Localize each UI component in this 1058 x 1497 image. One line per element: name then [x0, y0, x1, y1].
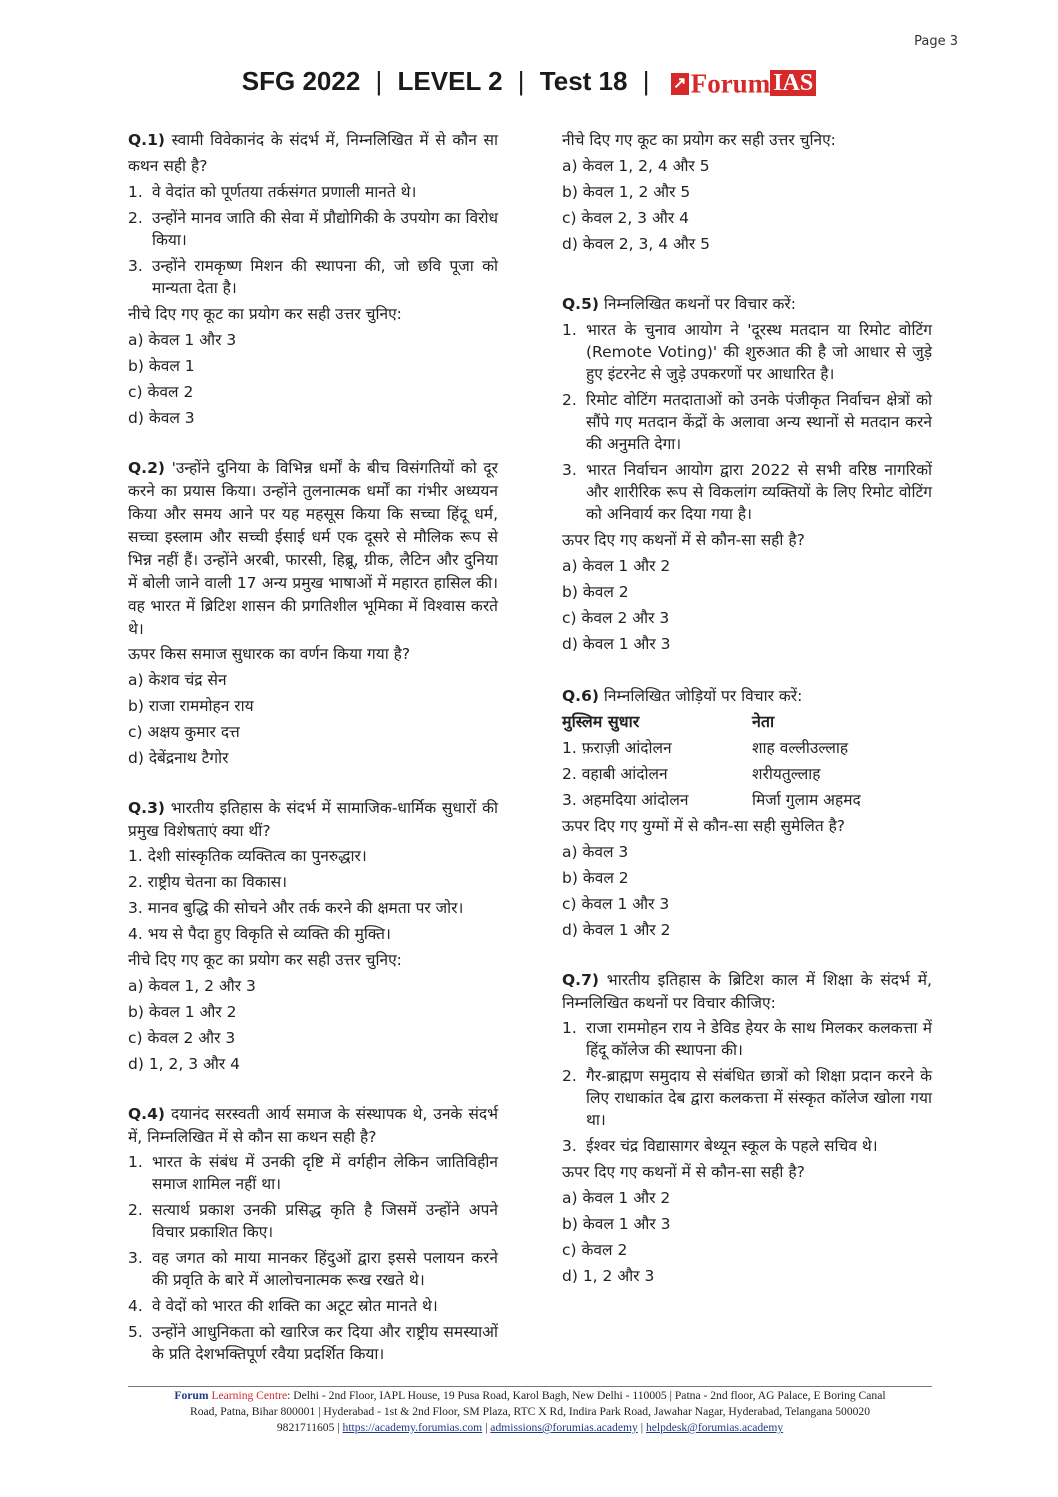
question-text: स्वामी विवेकानंद के संदर्भ में, निम्नलिखित में से कौन सा कथन सही है? — [128, 131, 498, 175]
page-number: Page 3 — [914, 34, 958, 49]
answer-prompt: नीचे दिए गए कूट का प्रयोग कर सही उत्तर चुनिए: — [128, 305, 402, 323]
question-1 — [128, 127, 498, 431]
option-d[interactable]: d) देबेंद्रनाथ टैगोर — [128, 749, 229, 767]
arrow-icon: ↗ — [671, 73, 689, 95]
page-header — [0, 66, 1058, 106]
answer-prompt: ऊपर दिए गए कथनों में से कौन-सा सही है? — [562, 531, 805, 549]
question-number: Q.2) — [128, 459, 165, 477]
statement: 2. सत्यार्थ प्रकाश उनकी प्रसिद्ध कृति है जिसमें उन्होंने अपने विचार प्रकाशित किए। — [128, 1201, 498, 1241]
question-4-continued — [562, 127, 932, 257]
option-d[interactable]: d) 1, 2, 3 और 4 — [128, 1055, 241, 1073]
page-footer: Forum Learning Centre: Delhi - 2nd Floor, IAPL House, 19 Pusa Road, Karol Bagh, New Delhi - 110005 | Patna - 2nd floor, AG Palace, E Boring Canal Road, Patna, Bihar 800001 | Hyderabad - 1st & 2nd Floor, SM Plaza, RTC X Rd, Indira Park Road, Jawahar Nagar, Hyderabad, Telangana 500020 9821711605 | https://academy.forumias.com | admissions@forumias.academy | helpdesk@forumias.academy — [128, 1388, 932, 1436]
statement: 2. उन्होंने मानव जाति की सेवा में प्रौद्योगिकी के उपयोग का विरोध किया। — [128, 209, 498, 249]
pair-table-header — [562, 709, 932, 735]
footer-phone: 9821711605 — [276, 1421, 335, 1434]
question-4 — [128, 1103, 498, 1367]
statement: 3. वह जगत को माया मानकर हिंदुओं द्वारा इससे पलायन करने की प्रवृति के बारे में आलोचनात्मक रूख रखते थे। — [128, 1249, 498, 1289]
question-number: Q.5) — [562, 295, 599, 313]
answer-prompt: ऊपर दिए गए कथनों में से कौन-सा सही है? — [562, 1163, 805, 1181]
statement: 3. भारत निर्वाचन आयोग द्वारा 2022 से सभी वरिष्ठ नागरिकों और शारीरिक रूप से विकलांग व्यक्तियों के लिए रिमोट वोटिंग को अनिवार्य कर दिया गया है। — [562, 461, 932, 523]
option-d[interactable]: d) केवल 1 और 3 — [562, 635, 671, 653]
statement: 5. उन्होंने आधुनिकता को खारिज कर दिया और राष्ट्रीय समस्याओं के प्रति देशभक्तिपूर्ण रवैया प्रदर्शित किया। — [128, 1323, 498, 1363]
question-3 — [128, 797, 498, 1077]
footer-brand-sub: Learning Centre — [211, 1389, 288, 1402]
answer-prompt: ऊपर दिए गए युग्मों में से कौन-सा सही सुमेलित है? — [562, 817, 846, 835]
statement: 3. ईश्वर चंद्र विद्यासागर बेथ्यून स्कूल के पहले सचिव थे। — [562, 1137, 878, 1155]
option-b[interactable]: b) केवल 2 — [562, 583, 629, 601]
answer-prompt: नीचे दिए गए कूट का प्रयोग कर सही उत्तर चुनिए: — [128, 951, 402, 969]
question-text: भारतीय इतिहास के संदर्भ में सामाजिक-धार्मिक सुधारों की प्रमुख विशेषताएं क्या थीं? — [128, 799, 498, 840]
statement: 2. राष्ट्रीय चेतना का विकास। — [128, 873, 288, 891]
logo-text-forum: Forum — [690, 68, 771, 99]
option-c[interactable]: c) अक्षय कुमार दत्त — [128, 723, 240, 741]
footer-address: Delhi - 2nd Floor, IAPL House, 19 Pusa Road, Karol Bagh, New Delhi - 110005 | Patna - 2nd floor, AG Palace, E Boring Canal — [293, 1389, 886, 1402]
question-text: निम्नलिखित कथनों पर विचार करें: — [603, 295, 796, 313]
statement: 3. उन्होंने रामकृष्ण मिशन की स्थापना की, जो छवि पूजा को मान्यता देता है। — [128, 257, 498, 297]
statement: 4. वे वेदों को भारत की शक्ति का अटूट स्रोत मानते थे। — [128, 1297, 438, 1315]
header-title-level: LEVEL 2 — [397, 66, 503, 96]
option-c[interactable]: c) केवल 2 और 3 — [128, 1029, 236, 1047]
option-c[interactable]: c) केवल 1 और 3 — [562, 895, 670, 913]
question-number: Q.7) — [562, 971, 599, 989]
forumias-logo — [671, 67, 817, 100]
option-a[interactable]: a) केवल 1 और 2 — [562, 1189, 671, 1207]
question-number: Q.3) — [128, 799, 165, 817]
left-column — [128, 127, 498, 1367]
answer-prompt: नीचे दिए गए कूट का प्रयोग कर सही उत्तर चुनिए: — [562, 131, 836, 149]
statement: 3. मानव बुद्धि की सोचने और तर्क करने की क्षमता पर जोर। — [128, 899, 464, 917]
option-d[interactable]: d) केवल 1 और 2 — [562, 921, 671, 939]
option-a[interactable]: a) केवल 1 और 2 — [562, 557, 671, 575]
question-text: 'उन्होंने दुनिया के विभिन्न धर्मों के बीच विसंगतियों को दूर करने का प्रयास किया। उन्होंने तुलनात्मक धर्मों का गंभीर अध्ययन किया और समय आने पर यह महसूस किया कि सच्चा हिंदू धर्म, सच्चा इस्लाम और सच्ची ईसाई धर्म एक दूसरे से मौलिक रूप से भिन्न नहीं हैं। उन्होंने अरबी, फारसी, हिब्रू, ग्रीक, लैटिन और दुनिया में बोली जाने वाली 17 अन्य प्रमुख भाषाओं में महारत हासिल की। वह भारत में ब्रिटिश शासन की प्रगतिशील भूमिका में विश्वास करते थे। — [128, 459, 498, 638]
logo-text-ias: IAS — [770, 70, 816, 96]
header-separator: | — [375, 66, 383, 96]
question-number: Q.6) — [562, 687, 599, 705]
option-d[interactable]: d) केवल 3 — [128, 409, 195, 427]
question-text: दयानंद सरस्वती आर्य समाज के संस्थापक थे, उनके संदर्भ में, निम्नलिखित में से कौन सा कथन सही है? — [128, 1105, 498, 1146]
option-a[interactable]: a) केवल 1 और 3 — [128, 331, 237, 349]
option-a[interactable]: a) केवल 1, 2, 4 और 5 — [562, 157, 710, 175]
question-number: Q.1) — [128, 131, 165, 149]
footer-brand: Forum — [174, 1389, 209, 1402]
question-2 — [128, 457, 498, 771]
footer-link-admissions[interactable]: admissions@forumias.academy — [490, 1421, 638, 1434]
option-c[interactable]: c) केवल 2 और 3 — [562, 609, 670, 627]
option-b[interactable]: b) केवल 2 — [562, 869, 629, 887]
option-a[interactable]: a) केवल 3 — [562, 843, 629, 861]
option-b[interactable]: b) केवल 1, 2 और 5 — [562, 183, 691, 201]
question-text: निम्नलिखित जोड़ियों पर विचार करें: — [603, 687, 803, 705]
footer-divider — [128, 1386, 932, 1387]
statement: 1. देशी सांस्कृतिक व्यक्तित्व का पुनरुद्धार। — [128, 847, 367, 865]
right-column — [562, 127, 932, 1289]
statement: 4. भय से पैदा हुए विकृति से व्यक्ति की मुक्ति। — [128, 925, 391, 943]
footer-address-continued: Road, Patna, Bihar 800001 | Hyderabad - 1st & 2nd Floor, SM Plaza, RTC X Rd, Indira Park Road, Jawahar Nagar, Hyderabad, Telangana 500020 — [189, 1405, 871, 1418]
column-header-reform: मुस्लिम सुधार — [562, 712, 640, 731]
header-separator: | — [642, 66, 650, 96]
footer-link-helpdesk[interactable]: helpdesk@forumias.academy — [645, 1421, 784, 1434]
column-header-leader: नेता — [752, 712, 775, 731]
option-b[interactable]: b) केवल 1 और 2 — [128, 1003, 237, 1021]
statement: 1. भारत के संबंध में उनकी दृष्टि में वर्गहीन लेकिन जातिविहीन समाज शामिल नहीं था। — [128, 1153, 498, 1193]
option-b[interactable]: b) केवल 1 और 3 — [562, 1215, 671, 1233]
question-6 — [562, 683, 932, 943]
option-b[interactable]: b) केवल 1 — [128, 357, 195, 375]
pair-row: 1. फ़राज़ी आंदोलन शाह वल्लीउल्लाह — [562, 739, 849, 757]
option-c[interactable]: c) केवल 2 — [128, 383, 194, 401]
question-7 — [562, 969, 932, 1289]
question-5 — [562, 291, 932, 657]
footer-link-academy[interactable]: https://academy.forumias.com — [342, 1421, 483, 1434]
pair-row: 2. वहाबी आंदोलन शरीयतुल्लाह — [562, 765, 821, 783]
option-a[interactable]: a) केवल 1, 2 और 3 — [128, 977, 256, 995]
option-d[interactable]: d) 1, 2 और 3 — [562, 1267, 655, 1285]
option-c[interactable]: c) केवल 2 — [562, 1241, 628, 1259]
option-b[interactable]: b) राजा राममोहन राय — [128, 697, 254, 715]
statement: 2. गैर-ब्राह्मण समुदाय से संबंधित छात्रों को शिक्षा प्रदान करने के लिए राधाकांत देब द्वारा कलकत्ता में संस्कृत कॉलेज खोला गया था। — [562, 1067, 932, 1129]
header-separator: | — [517, 66, 525, 96]
statement: 1. राजा राममोहन राय ने डेविड हेयर के साथ मिलकर कलकत्ता में हिंदू कॉलेज की स्थापना की। — [562, 1019, 932, 1059]
statement: 1. वे वेदांत को पूर्णतया तर्कसंगत प्रणाली मानते थे। — [128, 183, 417, 201]
option-c[interactable]: c) केवल 2, 3 और 4 — [562, 209, 689, 227]
question-number: Q.4) — [128, 1105, 165, 1123]
header-title-sfg: SFG 2022 — [241, 66, 361, 96]
question-text: भारतीय इतिहास के ब्रिटिश काल में शिक्षा के संदर्भ में, निम्नलिखित कथनों पर विचार कीजिए: — [562, 971, 932, 1012]
statement: 1. भारत के चुनाव आयोग ने 'दूरस्थ मतदान या रिमोट वोटिंग (Remote Voting)' की शुरुआत की है जो आधार से जुड़े हुए इंटरनेट से जुड़े उपकरणों पर आधारित है। — [562, 321, 932, 383]
statement: 2. रिमोट वोटिंग मतदाताओं को उनके पंजीकृत निर्वाचन क्षेत्रों को सौंपे गए मतदान केंद्रों के अलावा अन्य स्थानों से मतदान करने की अनुमति देगा। — [562, 391, 932, 453]
header-title-test: Test 18 — [539, 66, 628, 96]
option-a[interactable]: a) केशव चंद्र सेन — [128, 671, 227, 689]
option-d[interactable]: d) केवल 2, 3, 4 और 5 — [562, 235, 710, 253]
pair-row: 3. अहमदिया आंदोलन मिर्जा गुलाम अहमद — [562, 791, 861, 809]
answer-prompt: ऊपर किस समाज सुधारक का वर्णन किया गया है? — [128, 645, 411, 663]
